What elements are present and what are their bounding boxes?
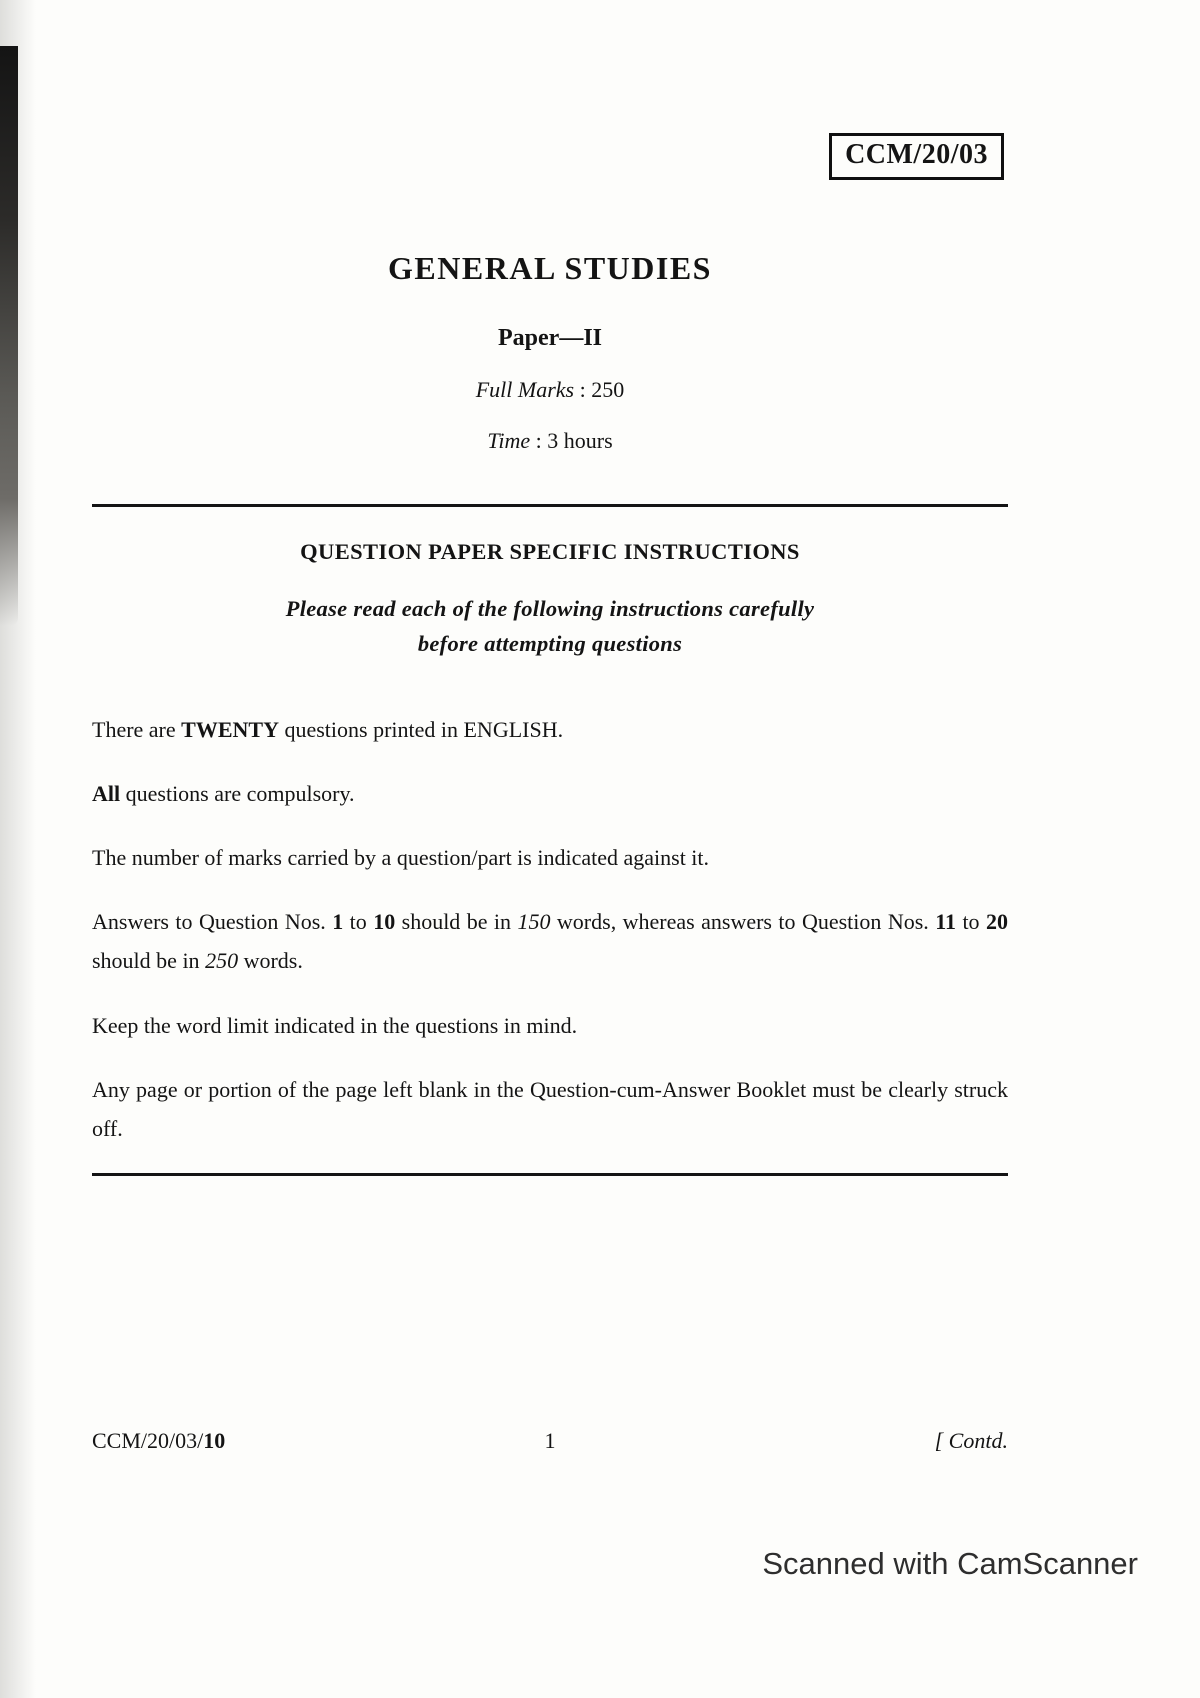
paper-code: CCM/20/03 (845, 139, 988, 170)
instructions-subheading (92, 592, 1008, 662)
paper-number: Paper—II (498, 325, 602, 351)
subheading-line-2: before attempting questions (417, 630, 683, 656)
camscanner-watermark: Scanned with CamScanner (762, 1546, 1138, 1581)
instruction-paragraph: The number of marks carried by a question/part is indicated against it. (92, 845, 710, 871)
full-marks: Full Marks : 250 (475, 377, 625, 402)
footer-page-number: 1 (544, 1428, 556, 1453)
scan-edge-shadow (0, 0, 36, 1698)
instructions-heading: QUESTION PAPER SPECIFIC INSTRUCTIONS (300, 539, 800, 564)
subheading-line-1: Please read each of the following instructions carefully (285, 596, 815, 621)
exam-paper-page (92, 0, 1008, 1454)
paper-title: GENERAL STUDIES (388, 250, 712, 286)
instructions-list (92, 710, 1008, 1148)
scan-artifact-strip (0, 46, 18, 626)
footer-contd: [ Contd. (934, 1428, 1008, 1453)
instruction-paragraph: There are TWENTY questions printed in ENGLISH. (92, 716, 564, 742)
instruction-paragraph: Keep the word limit indicated in the questions in mind. (92, 1012, 578, 1038)
page-footer (92, 1428, 1008, 1454)
instruction-paragraph: All questions are compulsory. (92, 780, 355, 806)
time-allowed: Time : 3 hours (487, 428, 613, 453)
instruction-paragraph: Answers to Question Nos. 1 to 10 should be in 150 words, whereas answers to Question Nos. 11 to 20 should be in 250 words. (92, 909, 1008, 974)
footer-paper-code: CCM/20/03/10 (92, 1428, 226, 1453)
instruction-paragraph: Any page or portion of the page left blank in the Question-cum-Answer Booklet must be clearly struck off. (92, 1076, 1008, 1141)
divider-bottom (92, 1173, 1008, 1176)
divider-top (92, 504, 1008, 507)
